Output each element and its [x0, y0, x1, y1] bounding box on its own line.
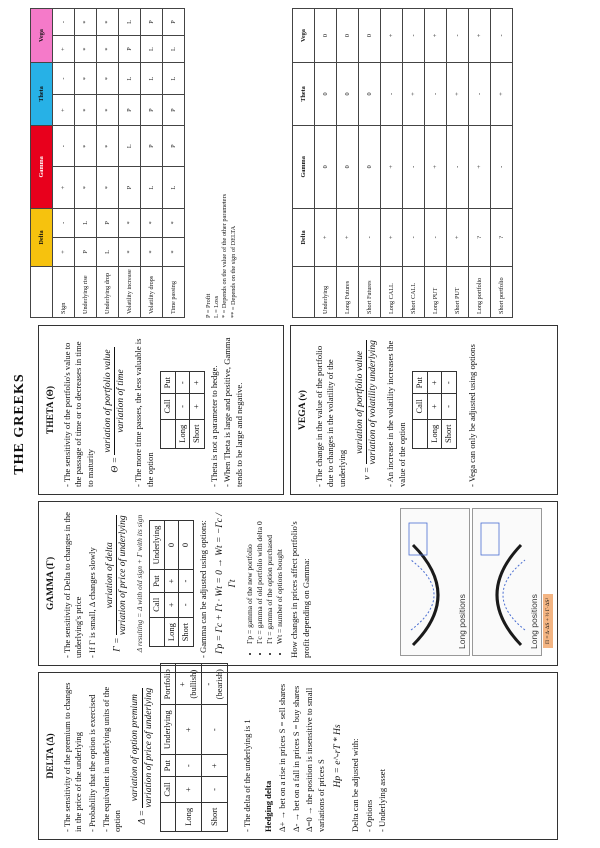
- positions-row: [403, 9, 425, 318]
- gamma-heading: GAMMA (Γ): [46, 556, 56, 611]
- positions-row: [447, 9, 469, 318]
- vega-formula: ν = variation of portfolio value variation of volatility underlying: [354, 340, 379, 480]
- summary-cell: *: [75, 125, 97, 166]
- summary-cell: P: [97, 208, 119, 237]
- summary-row-label: Volatility drops: [141, 267, 163, 318]
- positions-cell: 0: [359, 63, 381, 126]
- chart-label: Long positions: [457, 594, 467, 649]
- long-positions-chart: [400, 508, 470, 656]
- summary-cell: L: [97, 237, 119, 266]
- summary-cell: P: [119, 167, 141, 208]
- positions-cell: -: [403, 208, 425, 266]
- greeks-summary-table: [30, 8, 185, 318]
- positions-header-cell: Vega: [293, 9, 315, 63]
- positions-cell: -: [447, 125, 469, 208]
- hedging-line: Δ+ → bet on a rise in prices S = sell shares: [276, 683, 287, 832]
- summary-row: [53, 9, 75, 318]
- delta-line: - The sensitivity of the premium to changes in the price of the underlying: [61, 682, 84, 832]
- hedging-line: Δ=0 → the position is insensitive to small variations of prices S: [304, 687, 326, 832]
- positions-cell: -: [491, 125, 513, 208]
- chart-label: Long positions: [529, 594, 539, 649]
- delta-sign-table: Call Put Underlying Portfolio Long + - + + (bullish) Short - + - - (bearish): [160, 663, 227, 832]
- gamma-formula: Γ = variation of delta variation of price of underlying: [104, 515, 129, 652]
- gamma-sign-table: Call Put Underlying Long + + 0 Short - - 0: [149, 520, 193, 648]
- positions-cell: 0: [337, 63, 359, 126]
- positions-row-label: Short portfolio: [491, 267, 513, 318]
- positions-cell: +: [447, 208, 469, 266]
- summary-notes: P = Profit L = Loss * = Depends on the value of the other parameters ** = Depends on the sign of DELTA: [205, 193, 237, 318]
- summary-cell: *: [75, 167, 97, 208]
- summary-header-cell: Delta: [31, 208, 53, 266]
- summary-cell: P: [163, 95, 185, 126]
- positions-cell: 0: [315, 125, 337, 208]
- summary-cell: *: [75, 36, 97, 63]
- summary-cell: P: [141, 125, 163, 166]
- summary-cell: P: [119, 36, 141, 63]
- summary-cell: *: [119, 237, 141, 266]
- delta-line: - The equivalent in underlying units of the option: [100, 686, 123, 832]
- positions-cell: +: [425, 125, 447, 208]
- summary-row-label: Sign: [53, 267, 75, 318]
- theta-line: - When Theta is large and positive, Gamma tends to be large and negative.: [222, 337, 244, 487]
- summary-cell: *: [141, 208, 163, 237]
- summary-cell: L: [119, 63, 141, 95]
- summary-cell: *: [97, 125, 119, 166]
- summary-cell: L: [141, 36, 163, 63]
- vega-heading: VEGA (ν): [298, 390, 308, 430]
- positions-row-label: Long Futures: [337, 267, 359, 318]
- positions-cell: +: [315, 208, 337, 266]
- positions-row-label: Short Futures: [359, 267, 381, 318]
- summary-header-cell: [31, 267, 53, 318]
- positions-cell: ?: [491, 208, 513, 266]
- positions-row: [359, 9, 381, 318]
- summary-row: [75, 9, 97, 318]
- positions-cell: +: [469, 9, 491, 63]
- vega-sign-table: Call Put Long + + Short - -: [412, 371, 456, 449]
- theta-line: - Theta is not a parameter to hedge.: [208, 365, 219, 487]
- summary-row-label: Time passing: [163, 267, 185, 318]
- positions-cell: -: [403, 125, 425, 208]
- positions-cell: 0: [315, 63, 337, 126]
- positions-cell: 0: [315, 9, 337, 63]
- theta-sign-table: Call Put Long - - Short + +: [160, 371, 204, 449]
- summary-row: [97, 9, 119, 318]
- summary-cell: P: [141, 9, 163, 36]
- positions-cell: +: [425, 9, 447, 63]
- summary-cell: *: [75, 95, 97, 126]
- positions-row: [381, 9, 403, 318]
- theta-line: - The more time passes, the less valuable is the option: [133, 338, 155, 487]
- delta-heading: DELTA (Δ): [46, 733, 56, 779]
- positions-cell: ?: [469, 208, 491, 266]
- summary-cell: *: [97, 95, 119, 126]
- theta-heading: THETA (Θ): [46, 385, 56, 435]
- positions-header-cell: [293, 267, 315, 318]
- theta-section: [38, 325, 284, 495]
- delta-line: - Probability that the option is exercised: [87, 694, 97, 832]
- vega-section: [290, 325, 558, 495]
- positions-header-cell: Delta: [293, 208, 315, 266]
- positions-cell: -: [469, 63, 491, 126]
- delta-underlying-note: - The delta of the underlying is 1: [241, 719, 252, 832]
- short-positions-chart: [472, 508, 542, 656]
- positions-cell: -: [359, 208, 381, 266]
- positions-cell: -: [447, 9, 469, 63]
- summary-cell: L: [141, 167, 163, 208]
- positions-cell: +: [491, 63, 513, 126]
- positions-cell: 0: [359, 9, 381, 63]
- summary-header-cell: Theta: [31, 63, 53, 126]
- summary-cell: L: [141, 63, 163, 95]
- summary-row: [141, 9, 163, 318]
- summary-cell: L: [75, 208, 97, 237]
- gamma-line: - The sensitivity of Delta to changes in the underlying's price: [61, 512, 84, 658]
- summary-cell: *: [75, 63, 97, 95]
- delta-section: [38, 669, 558, 840]
- theta-formula: Θ = variation of portfolio value variation of time: [102, 349, 127, 473]
- hedge-formula: Hp = e^-rT * Hs: [333, 724, 344, 788]
- delta-resulting-note: Δ resulting = Δ with old sign + Γ with its sign: [135, 514, 145, 653]
- summary-row: [163, 9, 185, 318]
- vega-line: - The change in the value of the portfolio due to changes in the volatility of the underlying: [313, 345, 347, 487]
- gamma-line: - If Γ is small, Δ changes slowly: [87, 547, 97, 658]
- summary-cell: L: [163, 63, 185, 95]
- summary-header-cell: Vega: [31, 9, 53, 63]
- hedging-line: Δ- → bet on a fall in prices S = buy shares: [290, 685, 301, 832]
- summary-cell: +: [53, 167, 75, 208]
- summary-row-label: Volatility increase: [119, 267, 141, 318]
- summary-cell: L: [163, 167, 185, 208]
- positions-row: [337, 9, 359, 318]
- summary-cell: P: [141, 95, 163, 126]
- positions-cell: +: [381, 125, 403, 208]
- positions-cell: -: [425, 63, 447, 126]
- page-title: THE GREEKS: [12, 373, 27, 475]
- positions-cell: +: [447, 63, 469, 126]
- positions-cell: 0: [359, 125, 381, 208]
- positions-row: [315, 9, 337, 318]
- gamma-portfolio-formula: Γp = Γc + Γt · Wt = 0 → Wt = −Γc / Γt: [215, 513, 239, 654]
- positions-row-label: Long portfolio: [469, 267, 491, 318]
- positions-row: [469, 9, 491, 318]
- summary-cell: +: [53, 95, 75, 126]
- summary-cell: -: [53, 9, 75, 36]
- positions-row: [425, 9, 447, 318]
- positions-cell: 0: [337, 9, 359, 63]
- positions-header-cell: Theta: [293, 63, 315, 126]
- positions-header-cell: Gamma: [293, 125, 315, 208]
- positions-cell: -: [403, 9, 425, 63]
- summary-cell: P: [119, 95, 141, 126]
- summary-cell: *: [97, 167, 119, 208]
- gamma-adjust-line: - Gamma can be adjusted using options:: [197, 520, 208, 658]
- positions-cell: +: [337, 208, 359, 266]
- delta-formula: Δ = variation of option premium variation of price of underlying: [129, 687, 154, 825]
- positions-row-label: Short PUT: [447, 267, 469, 318]
- vega-line: - An increase in the volatility increases the value of the option: [385, 340, 407, 487]
- positions-row-label: Underlying: [315, 267, 337, 318]
- theta-line: - The sensitivity of the portfolio's value to the passage of time or to decreases in time to maturity: [61, 341, 95, 487]
- positions-greeks-table: [292, 8, 513, 318]
- summary-cell: -: [53, 63, 75, 95]
- summary-cell: *: [97, 9, 119, 36]
- positions-cell: +: [381, 9, 403, 63]
- positions-cell: +: [403, 63, 425, 126]
- summary-cell: -: [53, 208, 75, 237]
- summary-cell: L: [119, 9, 141, 36]
- positions-cell: -: [381, 63, 403, 126]
- positions-cell: 0: [337, 125, 359, 208]
- summary-cell: -: [53, 125, 75, 166]
- positions-row-label: Long CALL: [381, 267, 403, 318]
- summary-cell: *: [141, 237, 163, 266]
- summary-row-label: Underlying drop: [97, 267, 119, 318]
- positions-row-label: Short CALL: [403, 267, 425, 318]
- gamma-key-list: • Γp = gamma of the new portfolio • Γc = gamma of old portfolio with delta 0 • Γt = gamma of the option purchased • Wt = number of options bought: [245, 509, 286, 644]
- summary-header-cell: Gamma: [31, 125, 53, 208]
- summary-cell: *: [75, 9, 97, 36]
- summary-cell: *: [163, 237, 185, 266]
- gamma-price-note: How changes in prices affect portfolio's profit depending on Gamma:: [289, 521, 312, 658]
- summary-cell: +: [53, 237, 75, 266]
- summary-cell: *: [163, 208, 185, 237]
- summary-cell: P: [75, 237, 97, 266]
- summary-cell: *: [97, 36, 119, 63]
- hedging-heading: Hedging delta: [263, 780, 274, 832]
- positions-cell: +: [469, 125, 491, 208]
- summary-row: [119, 9, 141, 318]
- summary-cell: +: [53, 36, 75, 63]
- delta-adjust-item: - Options: [363, 799, 374, 832]
- positions-cell: -: [425, 208, 447, 266]
- summary-cell: P: [163, 9, 185, 36]
- positions-cell: -: [491, 9, 513, 63]
- summary-cell: L: [119, 125, 141, 166]
- summary-cell: *: [119, 208, 141, 237]
- summary-cell: *: [97, 63, 119, 95]
- delta-adjust-item: - Underlying asset: [377, 768, 388, 832]
- positions-row: [491, 9, 513, 318]
- summary-row-label: Underlying rise: [75, 267, 97, 318]
- profit-formula-badge: Π = Δ·ΔS + ½ Γ·ΔS²: [543, 594, 553, 648]
- positions-row-label: Long PUT: [425, 267, 447, 318]
- positions-cell: +: [381, 208, 403, 266]
- vega-line: - Vega can only be adjusted using options: [466, 344, 477, 487]
- delta-adjust-heading: Delta can be adjusted with:: [350, 738, 361, 832]
- summary-cell: L: [163, 36, 185, 63]
- summary-cell: P: [163, 125, 185, 166]
